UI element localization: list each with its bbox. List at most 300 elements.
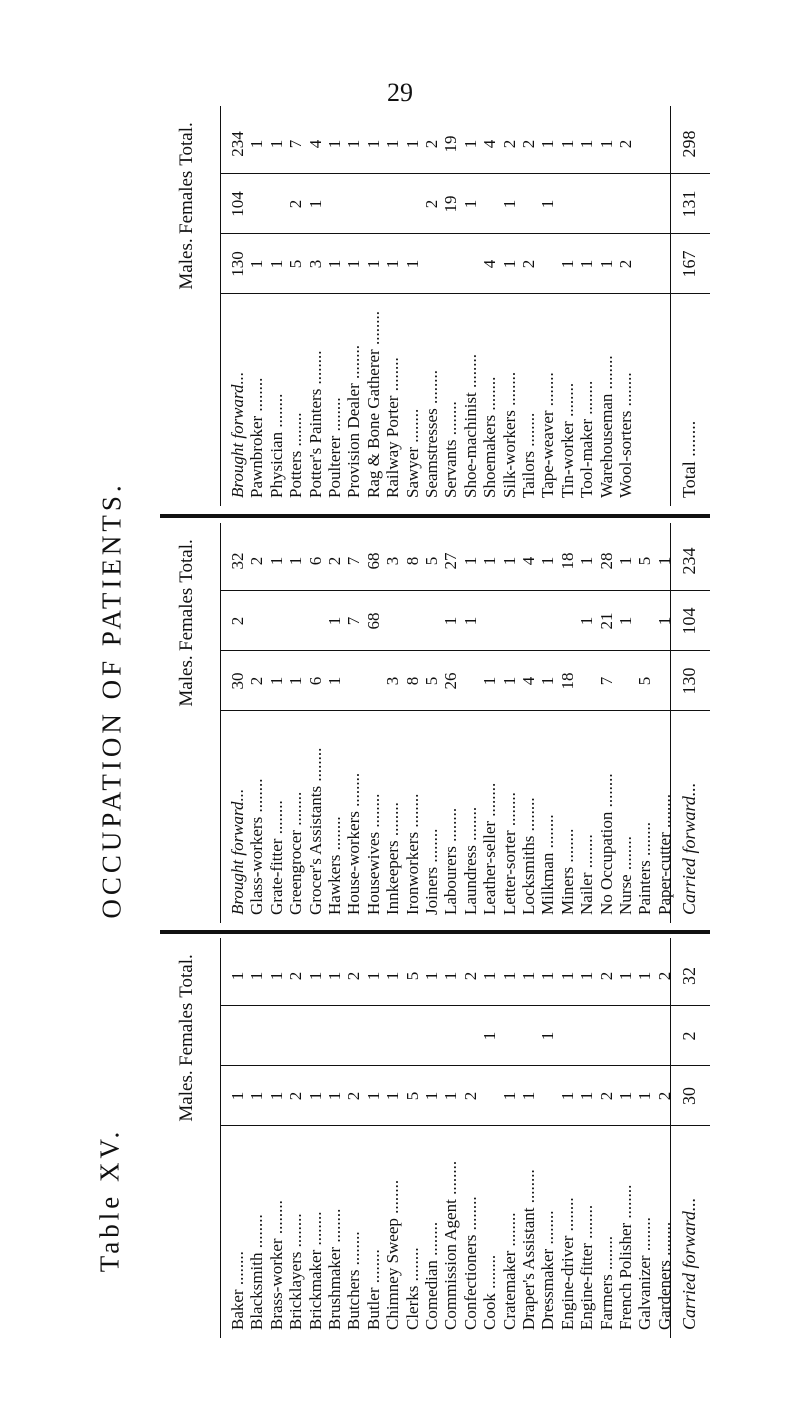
occupation-cell: Bricklayers ........ [286,1213,306,1330]
females-cell: 1 [654,616,674,626]
total-cell: 1 [577,971,597,981]
total-cell: 1 [616,556,635,566]
occupation-cell: Clerks ........ [402,1247,422,1330]
occupation-cell: Grocer's Assistants ........ [305,747,325,915]
header-males: Males. [176,1070,197,1122]
occupation-cell: Tape-weaver ........ [538,372,558,498]
table-panel-3 [160,106,710,506]
total-cell: 2 [286,971,306,981]
occupation-cell: Milkman ........ [538,814,558,915]
header-males: Males. [176,238,197,290]
header-females: Females [176,1002,197,1066]
panel-footer [670,523,707,923]
table-row [383,106,401,506]
table-label: Table XV. [94,1127,125,1273]
table-row [597,106,615,506]
occupation-cell: Joiners ........ [422,828,441,915]
occupation-cell: Tool-maker ........ [577,380,597,498]
occupation-cell: Innkeepers ........ [383,802,403,915]
occupation-cell: Pawnbroker ........ [247,377,267,498]
males-cell: 8 [402,676,422,686]
table-row [247,106,265,506]
occupation-cell: Seamstresses ........ [422,370,441,498]
table-row [597,523,615,923]
females-cell: 104 [228,191,247,217]
occupation-cell: Glass-workers ........ [247,778,267,915]
table-row [441,106,459,506]
total-cell: 1 [383,139,403,149]
table-row [247,523,265,923]
table-panel-1 [160,938,710,1338]
table-row [267,938,285,1338]
occupation-table [160,106,710,1338]
table-row [538,106,556,506]
males-cell: 1 [325,1091,344,1101]
occupation-cell: Shoemakers ........ [480,376,500,498]
females-cell: 2 [228,616,247,626]
total-cell: 2 [344,971,364,981]
males-cell: 6 [305,676,325,686]
table-row [461,106,479,506]
table-row [480,523,498,923]
males-cell: 2 [654,1091,674,1101]
males-cell: 2 [460,1091,480,1101]
total-cell: 27 [441,552,461,570]
females-cell: 1 [480,1031,500,1041]
table-row [500,106,518,506]
total-cell: 1 [538,139,558,149]
occupation-cell: Potter's Painters ........ [305,350,325,498]
total-cell: 1 [422,971,441,981]
total-cell: 2 [247,556,267,566]
occupation-cell: Butchers ........ [344,1231,364,1330]
total-cell: 1 [480,556,500,566]
table-header [160,106,221,506]
females-cell: 1 [499,199,519,209]
table-row [364,523,382,923]
footer-males: 130 [679,667,699,695]
males-cell: 1 [305,1091,325,1101]
total-cell: 2 [499,139,519,149]
occupation-cell: Comedian ........ [422,1221,441,1330]
females-cell: 2 [422,199,441,209]
total-cell: 4 [305,139,325,149]
occupation-cell: Provision Dealer ........ [344,345,364,498]
table-row [228,938,246,1338]
males-cell: 1 [383,1091,403,1101]
occupation-cell: Silk-workers ........ [499,371,519,498]
total-cell: 1 [247,139,267,149]
total-cell: 1 [441,971,461,981]
total-cell: 19 [441,135,461,153]
males-cell: 2 [519,259,538,269]
total-cell: 234 [228,131,247,157]
males-cell: 3 [383,676,403,686]
occupation-cell: Baker ........ [228,1251,247,1330]
total-cell: 5 [402,971,422,981]
total-cell: 6 [305,556,325,566]
total-cell: 1 [266,971,286,981]
header-total: Total. [176,954,197,998]
males-cell: 26 [441,672,461,690]
males-cell: 1 [325,676,344,686]
occupation-cell: Physician ........ [266,393,286,498]
males-cell: 2 [596,1091,616,1101]
table-row [325,523,343,923]
table-row [558,106,576,506]
occupation-cell: Dressmaker ........ [538,1210,558,1330]
total-cell: 7 [344,556,364,566]
occupation-cell: Locksmiths ........ [519,797,538,915]
males-cell: 1 [596,259,616,269]
occupation-cell: Chimney Sweep ........ [383,1179,403,1330]
footer-females: 104 [679,607,699,635]
table-row [228,106,246,506]
panel-footer [670,938,707,1338]
total-cell: 28 [596,552,616,570]
table-row [577,938,595,1338]
occupation-cell: Labourers ........ [441,807,461,915]
occupation-cell: Nailer ........ [577,834,597,915]
footer-females: 131 [679,190,699,218]
males-cell: 1 [635,1091,655,1101]
table-row [616,938,634,1338]
males-cell: 1 [499,1091,519,1101]
occupation-cell: Letter-sorter ........ [499,792,519,915]
total-cell: 1 [363,139,383,149]
table-row [461,938,479,1338]
males-cell: 18 [557,672,577,690]
females-cell: 68 [363,612,383,630]
total-cell: 1 [228,971,247,981]
total-cell: 8 [402,556,422,566]
total-cell: 1 [286,556,306,566]
table-row [267,106,285,506]
total-cell: 2 [596,971,616,981]
table-row [635,938,653,1338]
occupation-cell: No Occupation ........ [596,773,616,915]
occupation-cell: Gardeners ........ [654,1221,674,1330]
occupation-cell: Cook ........ [480,1254,500,1330]
total-cell: 1 [538,971,558,981]
table-row [344,938,362,1338]
table-row [228,523,246,923]
occupation-cell: Engine-fitter ........ [577,1204,597,1330]
table-row [364,106,382,506]
males-cell: 1 [325,259,344,269]
total-cell: 5 [635,556,655,566]
table-row [286,938,304,1338]
occupation-cell: Tailors ........ [519,412,538,498]
males-cell: 5 [422,676,441,686]
females-cell: 1 [616,616,635,626]
males-cell: 1 [441,1091,461,1101]
total-cell: 2 [616,139,635,149]
footer-label: Carried forward... [679,782,699,915]
table-row [577,106,595,506]
footer-males: 167 [679,250,699,278]
footer-total: 32 [679,967,699,985]
occupation-cell: Farmers ........ [596,1236,616,1330]
total-cell: 1 [635,971,655,981]
total-cell: 2 [325,556,344,566]
total-cell: 1 [538,556,558,566]
occupation-cell: Wool-sorters ........ [616,372,635,498]
males-cell: 2 [247,676,267,686]
total-cell: 7 [286,139,306,149]
table-row [558,938,576,1338]
table-row [577,523,595,923]
table-row [519,938,537,1338]
table-row [422,938,440,1338]
occupation-cell: Poulterer ........ [325,397,344,498]
occupation-cell: Laundress ........ [460,806,480,915]
occupation-cell: French Polisher ........ [616,1184,635,1330]
table-header [160,523,221,923]
occupation-cell: Warehouseman ........ [596,355,616,498]
females-cell: 1 [538,199,558,209]
table-row [500,938,518,1338]
footer-males: 30 [679,1087,699,1105]
table-header [160,938,221,1338]
occupation-cell: Paper-cutter ........ [654,794,674,915]
males-cell: 1 [577,1091,597,1101]
total-cell: 4 [519,556,538,566]
total-cell: 1 [402,139,422,149]
footer-total: 298 [679,130,699,158]
occupation-cell: Cratemaker ........ [499,1212,519,1330]
header-total: Total. [176,122,197,166]
table-row [597,938,615,1338]
males-cell: 1 [422,1091,441,1101]
total-cell: 2 [422,139,441,149]
males-cell: 1 [499,676,519,686]
occupation-cell: Railway Porter ........ [383,357,403,498]
total-cell: 1 [616,971,635,981]
table-row [480,106,498,506]
occupation-cell: Shoe-machinist ........ [460,353,480,498]
table-row [403,523,421,923]
females-cell: 1 [577,616,597,626]
occupation-cell: Grate-fitter ........ [266,800,286,915]
males-cell: 1 [363,1091,383,1101]
total-cell: 2 [460,971,480,981]
occupation-cell: Tin-worker ........ [557,382,577,498]
males-cell: 1 [286,676,306,686]
total-cell: 1 [596,139,616,149]
females-cell: 1 [460,199,480,209]
males-cell: 4 [519,676,538,686]
females-cell: 21 [596,612,616,630]
males-cell: 1 [247,1091,267,1101]
total-cell: 1 [363,971,383,981]
occupation-cell: Draper's Assistant ........ [519,1169,538,1330]
occupation-cell: Brass-worker ........ [266,1200,286,1330]
table-row [325,106,343,506]
females-cell: 1 [305,199,325,209]
males-cell: 30 [228,672,247,690]
occupation-cell: Galvanizer ........ [635,1217,655,1330]
occupation-cell: Brickmaker ........ [305,1211,325,1330]
table-row [286,106,304,506]
header-total: Total. [176,539,197,583]
total-cell: 32 [228,552,247,570]
females-cell: 2 [286,199,306,209]
total-cell: 1 [499,971,519,981]
table-row [306,523,324,923]
total-cell: 1 [519,971,538,981]
total-cell: 4 [480,139,500,149]
panel-separator [160,930,710,934]
table-row [306,106,324,506]
occupation-cell: Miners ........ [557,828,577,915]
header-males: Males. [176,655,197,707]
occupation-cell: Butler ........ [363,1249,383,1330]
occupation-cell: Potters ........ [286,412,306,498]
occupation-cell: Brushmaker ........ [325,1208,344,1330]
table-row [403,938,421,1338]
occupation-cell: Rag & Bone Gatherer ........ [363,311,383,498]
table-row [422,106,440,506]
footer-label: Carried forward... [679,1197,699,1330]
occupation-cell: Ironworkers ........ [402,793,422,915]
males-cell: 1 [557,1091,577,1101]
total-cell: 1 [305,971,325,981]
table-row [441,523,459,923]
males-cell: 1 [538,676,558,686]
males-cell: 1 [616,1091,635,1101]
table-row [461,523,479,923]
occupation-cell: House-workers ........ [344,772,364,915]
occupation-cell: Confectioners ........ [460,1196,480,1330]
table-row [325,938,343,1338]
males-cell: 1 [344,259,364,269]
table-row [306,938,324,1338]
males-cell: 1 [383,259,403,269]
total-cell: 1 [266,556,286,566]
males-cell: 1 [363,259,383,269]
total-cell: 1 [499,556,519,566]
males-cell: 1 [402,259,422,269]
table-title: OCCUPATION OF PATIENTS. [96,481,127,919]
males-cell: 1 [577,259,597,269]
total-cell: 1 [557,139,577,149]
footer-label: Total ........ [679,420,699,498]
males-cell: 130 [228,251,247,277]
total-cell: 3 [383,556,403,566]
total-cell: 18 [557,552,577,570]
header-females: Females [176,587,197,651]
total-cell: 1 [460,139,480,149]
males-cell: 2 [286,1091,306,1101]
table-row [558,523,576,923]
males-cell: 5 [635,676,655,686]
table-row [403,106,421,506]
females-cell: 1 [460,616,480,626]
table-row [538,938,556,1338]
header-females: Females [176,170,197,234]
total-cell: 1 [266,139,286,149]
total-cell: 1 [325,139,344,149]
total-cell: 2 [519,139,538,149]
males-cell: 1 [266,259,286,269]
males-cell: 1 [519,1091,538,1101]
males-cell: 1 [557,259,577,269]
table-row [383,938,401,1338]
females-cell: 1 [538,1031,558,1041]
total-cell: 1 [325,971,344,981]
females-cell: 19 [441,195,461,213]
males-cell: 4 [480,259,500,269]
panel-footer [670,106,707,506]
table-row [267,523,285,923]
footer-females: 2 [679,1031,699,1041]
occupation-cell: Greengrocer ........ [286,791,306,915]
occupation-cell: Housewives ........ [363,793,383,915]
total-cell: 1 [480,971,500,981]
table-row [286,523,304,923]
occupation-cell: Engine-driver ........ [557,1197,577,1330]
occupation-cell: Sawyer ........ [402,408,422,498]
panel-separator [160,514,710,518]
males-cell: 1 [499,259,519,269]
table-row [364,938,382,1338]
table-row [635,523,653,923]
occupation-cell: Hawkers ........ [325,816,344,915]
table-row [247,938,265,1338]
table-panel-2 [160,523,710,923]
table-row [422,523,440,923]
males-cell: 1 [247,259,267,269]
males-cell: 1 [228,1091,247,1101]
total-cell: 1 [577,556,597,566]
table-row [616,523,634,923]
total-cell: 5 [422,556,441,566]
males-cell: 2 [344,1091,364,1101]
males-cell: 1 [266,1091,286,1101]
occupation-cell: Blacksmith ........ [247,1214,267,1330]
total-cell: 2 [654,971,674,981]
females-cell: 1 [441,616,461,626]
males-cell: 7 [596,676,616,686]
table-row [344,523,362,923]
males-cell: 3 [305,259,325,269]
table-row [519,106,537,506]
occupation-cell: Painters ........ [635,821,655,915]
table-row [383,523,401,923]
total-cell: 1 [460,556,480,566]
page-number: 29 [387,78,413,107]
table-row [441,938,459,1338]
females-cell: 7 [344,616,364,626]
total-cell: 1 [577,139,597,149]
table-row [500,523,518,923]
table-row [344,106,362,506]
total-cell: 1 [557,971,577,981]
total-cell: 1 [654,556,674,566]
table-row [519,523,537,923]
occupation-cell: Servants ........ [441,401,461,498]
occupation-cell: Nurse ........ [616,836,635,915]
occupation-cell: Leather-seller ........ [480,782,500,915]
males-cell: 1 [480,676,500,686]
table-row [538,523,556,923]
males-cell: 2 [616,259,635,269]
occupation-cell: Brought forward... [228,788,247,915]
total-cell: 68 [363,552,383,570]
males-cell: 1 [266,676,286,686]
total-cell: 1 [344,139,364,149]
